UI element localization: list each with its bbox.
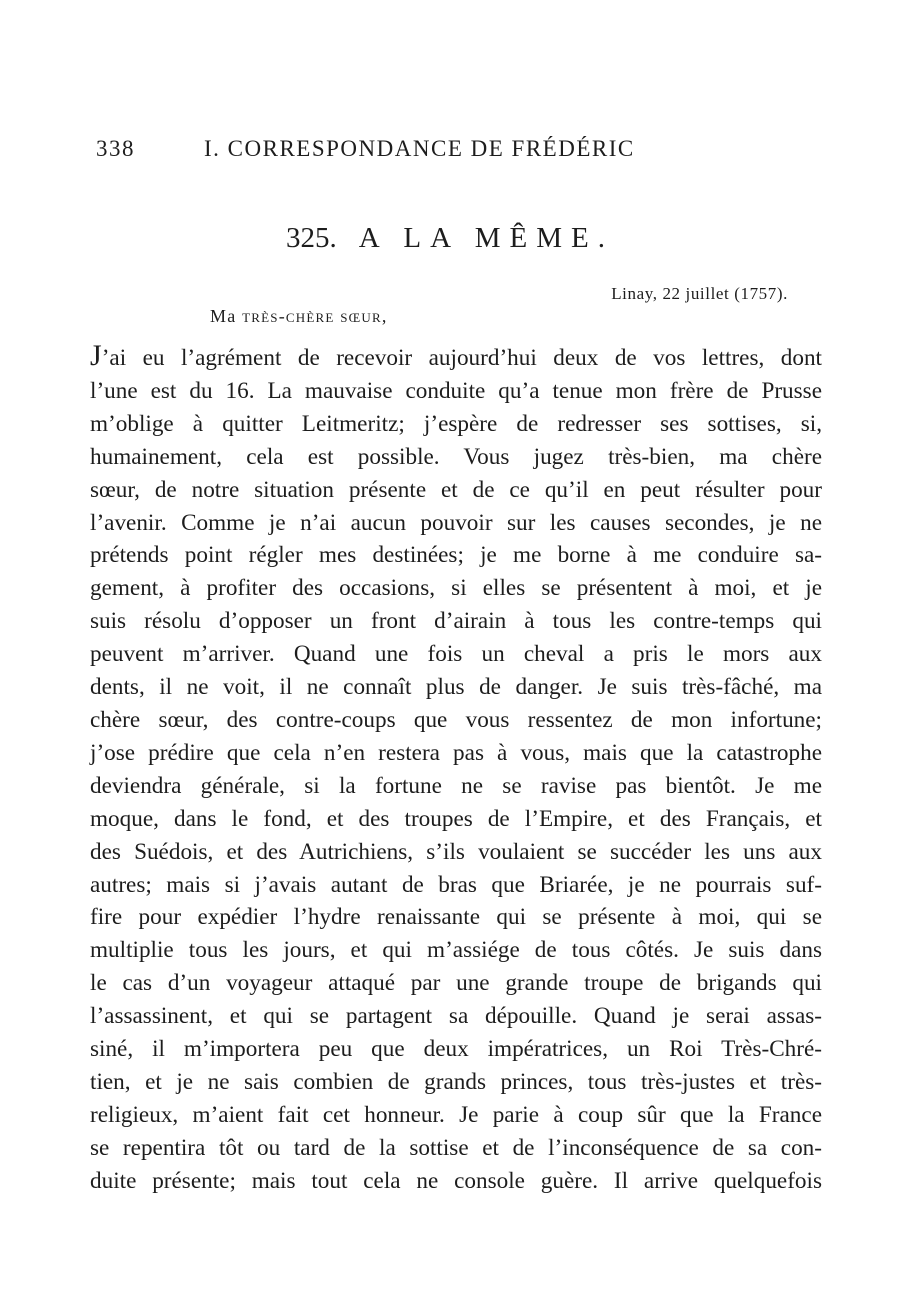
body-line: moque, dans le fond, et des troupes de l’Empire, et des Français, et xyxy=(90,805,822,832)
letter-heading xyxy=(0,222,900,255)
body-line: fire pour expédier l’hydre renaissante qui se présente à moi, qui se xyxy=(90,904,822,931)
body-line: le cas d’un voyageur attaqué par une grande troupe de brigands qui xyxy=(90,970,822,997)
body-line: religieux, m’aient fait cet honneur. Je parie à coup sûr que la France xyxy=(90,1101,822,1128)
body-line: m’oblige à quitter Leitmeritz; j’espère de redresser ses sottises, si, xyxy=(90,410,822,437)
running-header xyxy=(96,136,736,166)
letter-number: 325. xyxy=(286,222,337,254)
body-line: l’avenir. Comme je n’ai aucun pouvoir sur les causes secondes, je ne xyxy=(90,509,822,536)
body-line: humainement, cela est possible. Vous jugez très-bien, ma chère xyxy=(90,443,822,470)
body-line: autres; mais si j’avais autant de bras que Briarée, je ne pourrais suf- xyxy=(90,871,822,898)
body-line: siné, il m’importera peu que deux impératrices, un Roi Très-Chré- xyxy=(90,1036,822,1063)
body-line: gement, à profiter des occasions, si elles se présentent à moi, et je xyxy=(90,575,822,602)
letter-dateline: Linay, 22 juillet (1757). xyxy=(611,284,788,303)
drop-cap: J xyxy=(90,339,102,372)
body-line: j’ose prédire que cela n’en restera pas à vous, mais que la catastrophe xyxy=(90,739,822,766)
page-number: 338 xyxy=(96,136,135,161)
body-line: tien, et je ne sais combien de grands princes, tous très-justes et très- xyxy=(90,1068,822,1095)
letter-body xyxy=(90,340,822,1198)
running-title: I. CORRESPONDANCE DE FRÉDÉRIC xyxy=(204,136,635,161)
body-line: multiplie tous les jours, et qui m’assiége de tous côtés. Je suis dans xyxy=(90,937,822,964)
letter-salutation xyxy=(210,306,388,327)
body-line: peuvent m’arriver. Quand une fois un cheval a pris le mors aux xyxy=(90,641,822,668)
body-line: l’assassinent, et qui se partagent sa dépouille. Quand je serai assas- xyxy=(90,1003,822,1030)
salutation-rest: très-chère sœur, xyxy=(242,306,388,326)
body-line: des Suédois, et des Autrichiens, s’ils voulaient se succéder les uns aux xyxy=(90,838,822,865)
body-line: sœur, de notre situation présente et de ce qu’il en peut résulter pour xyxy=(90,476,822,503)
body-line: chère sœur, des contre-coups que vous ressentez de mon infortune; xyxy=(90,706,822,733)
body-line: l’une est du 16. La mauvaise conduite qu’a tenue mon frère de Prusse xyxy=(90,377,822,404)
body-line: dents, il ne voit, il ne connaît plus de danger. Je suis très-fâché, ma xyxy=(90,674,822,701)
body-line: prétends point régler mes destinées; je me borne à me conduire sa- xyxy=(90,542,822,569)
body-line: se repentira tôt ou tard de la sottise et de l’inconséquence de sa con- xyxy=(90,1134,822,1161)
body-line xyxy=(90,340,822,375)
body-line: suis résolu d’opposer un front d’airain à tous les contre-temps qui xyxy=(90,608,822,635)
body-line: duite présente; mais tout cela ne console guère. Il arrive quelquefois xyxy=(90,1167,822,1194)
body-line: deviendra générale, si la fortune ne se ravise pas bientôt. Je me xyxy=(90,772,822,799)
salutation-initial: Ma xyxy=(210,306,237,326)
first-line-text: ’ai eu l’agrément de recevoir aujourd’hui deux de vos lettres, dont xyxy=(101,345,822,371)
letter-title: A LA MÊME. xyxy=(358,222,614,254)
